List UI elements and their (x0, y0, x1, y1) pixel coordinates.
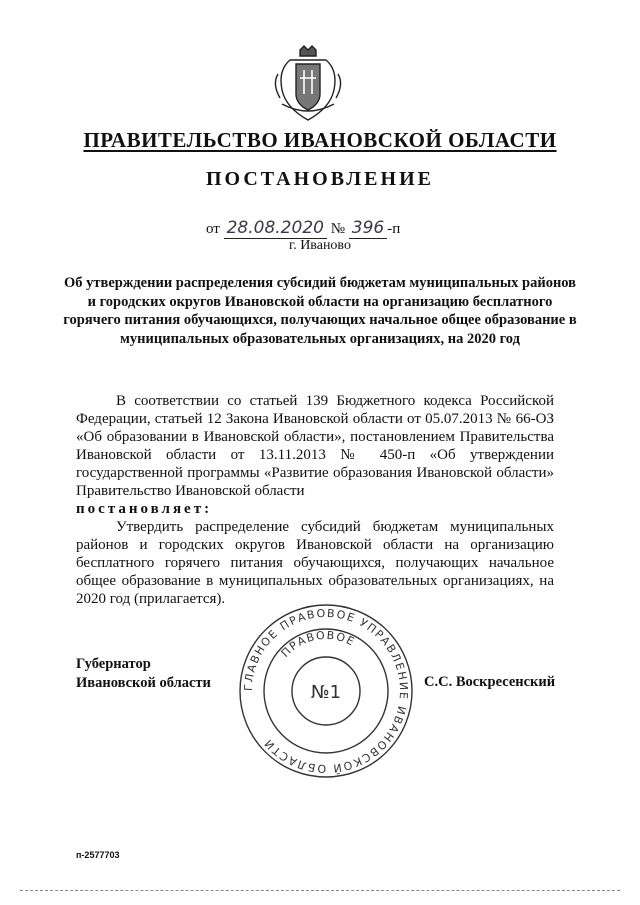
government-title: ПРАВИТЕЛЬСТВО ИВАНОВСКОЙ ОБЛАСТИ (83, 128, 557, 152)
stamp-inner-text: ПРАВОВОЕ (278, 628, 358, 660)
document-date: 28.08.2020 (224, 218, 327, 239)
signer-position-line2: Ивановской области (76, 675, 211, 691)
document-number-line (206, 218, 446, 238)
body-paragraph-resolution: Утвердить распределение субсидий бюджетам муниципальных районов и городских округов Ивановской области на организацию бесплатного горячего питания обучающихся, получающих начальное общее образование в муниципальных образовательных организациях, на 2020 год (прилагается). (76, 519, 554, 607)
number-label: № (330, 221, 346, 237)
decree-word: постановляет: (76, 501, 213, 517)
body-paragraph-preamble: В соответствии со статьей 139 Бюджетного кодекса Российской Федерации, статьей 12 Закона Ивановской области от 05.07.2013 № 66-ОЗ «Об образовании в Ивановской области», постановлением Правительства Ивановской области от 13.11.2013 № 450-п «Об утверждении государственной программы «Развитие образования Ивановской области» Правительство Ивановской области (76, 393, 554, 499)
stamp-outer-text: ГЛАВНОЕ ПРАВОВОЕ УПРАВЛЕНИЕ ИВАНОВСКОЙ ОБЛАСТИ (241, 606, 411, 776)
signer-position-line1: Губернатор (76, 656, 151, 672)
coat-of-arms-icon (270, 44, 346, 124)
document-subject: Об утверждении распределения субсидий бюджетам муниципальных районов и городских округов Ивановской области на организацию бесплатного горячего питания обучающихся, получающих начальное общее образование в муниципальных образовательных организациях, на 2020 год (63, 275, 577, 347)
document-number: 396 (349, 218, 387, 239)
bottom-divider (20, 890, 620, 891)
number-suffix: -п (387, 221, 401, 237)
official-stamp (237, 602, 415, 780)
city: г. Иваново (289, 238, 351, 253)
document-body (76, 392, 554, 608)
from-label: от (206, 221, 220, 237)
stamp-number: №1 (310, 682, 342, 703)
document-type: ПОСТАНОВЛЕНИЕ (206, 168, 434, 190)
footer-code: п-2577703 (76, 850, 120, 860)
signer-position (76, 655, 211, 693)
signer-name: С.С. Воскресенский (424, 674, 556, 690)
